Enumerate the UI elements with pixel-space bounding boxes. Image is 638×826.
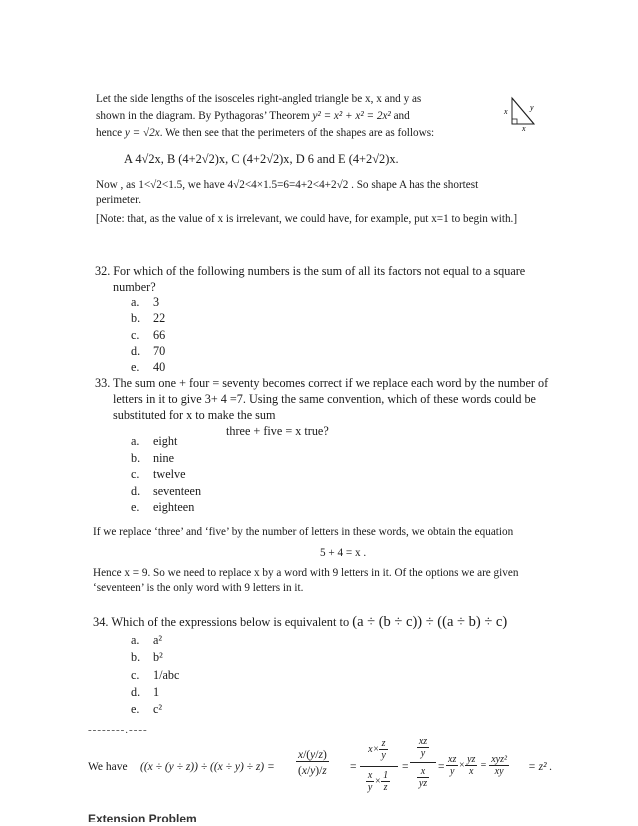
q34-eq-1: = (350, 761, 357, 773)
q33-option-text: eighteen (153, 500, 195, 514)
intro-line-3 (96, 126, 506, 141)
q34-eq-3: = (438, 761, 445, 773)
footer-text: Extension Problem (88, 812, 197, 822)
q32-stem-text-2: number? (113, 280, 156, 294)
perimeters-text: A 4√2x, B (4+2√2)x, C (4+2√2)x, D 6 and E (4+2√2)x. (124, 152, 399, 166)
q34-fraction-compound: x× $\frac{z}{y}$ $\frac{x}{y}$ × $\frac{1}{z}$ (358, 736, 418, 804)
q34-option-text: b² (153, 650, 163, 665)
now-line (96, 178, 566, 193)
q32-option-text: 66 (153, 327, 166, 342)
pythagoras-equation: y² = x² + x² = 2x² (312, 110, 391, 122)
q33-stem-text-4: three + five = x true? (226, 424, 329, 438)
q32-option-d (131, 343, 251, 359)
q34-expression: (a ÷ (b ÷ c)) ÷ ((a ÷ b) ÷ c) (352, 614, 508, 630)
q33-solution-line-3 (93, 581, 573, 596)
q33-options (131, 433, 281, 516)
perimeters-line (124, 151, 544, 168)
q33-solution-text-3: ‘seventeen’ is the only word with 9 letters in it. (93, 582, 304, 594)
q34-option-letter: c. (131, 667, 140, 682)
isosceles-triangle-diagram (500, 96, 548, 132)
intro-text-2b: and (393, 110, 410, 122)
q34-option-letter: d. (131, 684, 141, 699)
note-line (96, 212, 566, 227)
q34-fraction-product: $\frac{xz}{y}$ × $\frac{yz}{x}$ = $\frac{\text{xyz²}}{xy}$ (448, 754, 507, 777)
q32-option-letter: a. (131, 295, 140, 309)
q33-solution-line-1 (93, 525, 573, 540)
q32-option-text: 3 (153, 295, 160, 309)
q33-option-text: seventeen (153, 483, 202, 498)
now-text: Now , as 1<√2<1.5, we have 4√2<4×1.5=6=4+2<4+2√2 . So shape A has the shortest (96, 179, 479, 191)
q34-option-text: c² (153, 702, 163, 717)
q32-option-letter: b. (131, 311, 141, 326)
q32-option-letter: c. (131, 327, 140, 342)
q34-eq-2: = (402, 761, 409, 773)
q33-solution-equation (320, 546, 400, 561)
q34-solution-prefix-text: We have (88, 761, 128, 773)
q34-option-text: 1 (153, 684, 160, 699)
q32-options (131, 294, 251, 375)
q34-option-text: a² (153, 633, 163, 647)
q34-option-letter: e. (131, 702, 140, 717)
q32-stem-text-1: 32. For which of the following numbers is the sum of all its factors not equal to a square (95, 264, 526, 278)
q33-stem-text-1: 33. The sum one + four = seventy becomes correct if we replace each word by the number of (95, 376, 549, 390)
q34-fraction-stacked: $\frac{xz}{y}$ $\frac{x}{yz}$ (410, 736, 436, 789)
q33-stem-line-1 (95, 375, 570, 392)
intro-text-3a: hence (96, 127, 123, 139)
q33-option-c (131, 466, 281, 483)
q32-stem-line-1 (95, 263, 565, 280)
q33-option-letter: a. (131, 434, 140, 448)
q33-stem-text-2: letters in it to give 3+ 4 =7. Using the same convention, which of these words could be (113, 392, 536, 406)
q33-option-letter: b. (131, 450, 141, 465)
q33-solution-line-2 (93, 566, 573, 581)
q34-option-letter: b. (131, 650, 141, 665)
intro-text-2a: shown in the diagram. By Pythagoras’ Theorem (96, 110, 310, 122)
q32-option-letter: d. (131, 343, 141, 358)
q32-option-c (131, 327, 251, 343)
q34-solution-result-text: = z² . (528, 761, 553, 773)
q33-solution-text-2: Hence x = 9. So we need to replace x by a word with 9 letters in it. Of the options we are given (93, 567, 519, 579)
triangle-label-left: x (504, 107, 508, 116)
q32-option-letter: e. (131, 360, 140, 375)
q34-solution-lhs-text: ((x ÷ (y ÷ z)) ÷ ((x ÷ y) ÷ z) = (140, 761, 275, 773)
q32-option-text: 40 (153, 360, 166, 375)
q33-option-text: nine (153, 450, 174, 465)
q34-option-text: 1/abc (153, 667, 180, 682)
q33-stem-line-2 (113, 391, 573, 408)
q34-option-d (131, 684, 251, 701)
q32-option-b (131, 310, 251, 326)
q34-option-c (131, 667, 251, 684)
q33-option-b (131, 450, 281, 467)
q34-solution-result (528, 761, 552, 773)
q33-option-text: eight (153, 434, 178, 448)
note-text: [Note: that, as the value of x is irrelevant, we could have, for example, put x=1 to begin with.] (96, 213, 518, 225)
q33-stem-text-3: substituted for x to make the sum (113, 408, 276, 422)
footer-heading (88, 812, 197, 822)
separator-dashes: --------.---- (88, 724, 148, 736)
intro-line-2 (96, 109, 496, 124)
q32-option-text: 22 (153, 311, 166, 326)
hence-equation: y = √2x (124, 127, 160, 139)
q32-option-a (131, 294, 251, 310)
q34-solution-lhs (140, 761, 275, 773)
q33-option-text: twelve (153, 467, 186, 481)
q34-stem-text: 34. Which of the expressions below is equivalent to (93, 615, 350, 629)
q33-stem-line-3 (113, 407, 573, 424)
q34-solution-prefix (88, 761, 128, 773)
q34-stem-line (93, 614, 563, 631)
q34-solution (88, 736, 568, 806)
q34-option-a (131, 632, 251, 649)
q34-option-letter: a. (131, 633, 140, 647)
q33-option-letter: d. (131, 483, 141, 498)
q34-options (131, 632, 251, 718)
q32-option-text: 70 (153, 343, 166, 358)
q33-option-letter: c. (131, 467, 140, 481)
triangle-label-bottom: x (522, 124, 526, 132)
q33-solution-text-1: If we replace ‘three’ and ‘five’ by the number of letters in these words, we obtain the equation (93, 526, 514, 538)
q33-option-d (131, 483, 281, 500)
triangle-label-right: y (530, 103, 534, 112)
q33-solution-eq-text: 5 + 4 = x . (320, 547, 367, 559)
q34-option-b (131, 649, 251, 666)
perimeter-word: perimeter. (96, 194, 142, 206)
perimeter-word-line (96, 193, 566, 208)
intro-text-3b: . We then see that the perimeters of the shapes are as follows: (159, 127, 435, 139)
q32-option-e (131, 359, 251, 375)
intro-text-1: Let the side lengths of the isosceles right-angled triangle be x, x and y as (96, 93, 422, 105)
q33-option-letter: e. (131, 500, 140, 514)
q33-option-a (131, 433, 281, 450)
q34-option-e (131, 701, 251, 718)
q33-option-e (131, 499, 281, 516)
q34-fraction-main: $\frac{x/(y/z)}{(x/y)/z}$ (298, 749, 327, 777)
intro-line-1 (96, 92, 496, 107)
